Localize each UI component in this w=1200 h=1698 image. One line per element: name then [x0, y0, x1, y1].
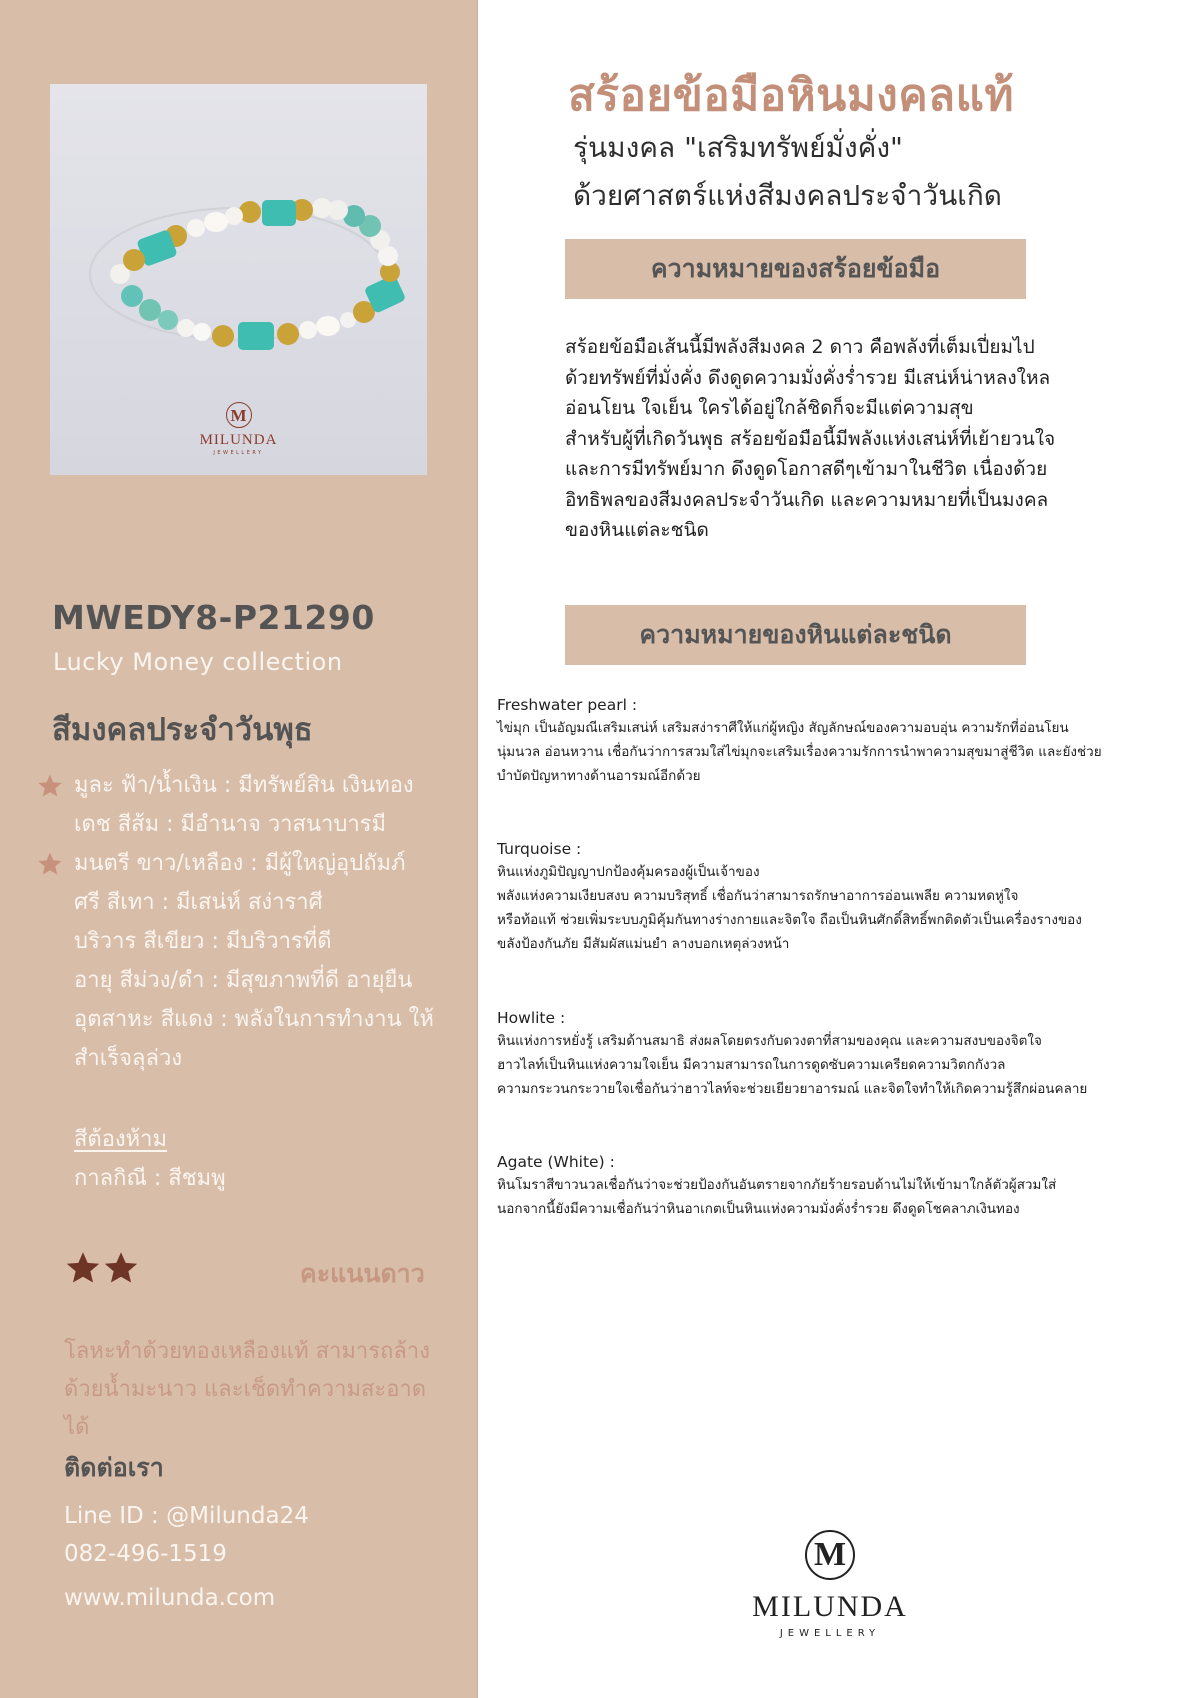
stone-desc-line: หินแห่งภูมิปัญญาปกป้องคุ้มครองผู้เป็นเจ้าของ [497, 864, 760, 880]
color-item-text: ศรี สีเทา : มีเสน่ห์ สง่าราศี [74, 890, 323, 915]
care-line: โลหะทำด้วยทองเหลืองแท้ สามารถล้าง [64, 1339, 430, 1364]
website-link[interactable]: www.milunda.com [64, 1585, 276, 1611]
subtitle-line-2: ด้วยศาสตร์แห่งสีมงคลประจำวันเกิด [573, 179, 1002, 212]
color-item-text: มนตรี ขาว/เหลือง : มีผู้ใหญ่อุปถัมภ์ [74, 851, 406, 876]
section-header-bracelet-meaning [565, 239, 1026, 299]
collection-name: Lucky Money collection [53, 648, 343, 676]
photo-logo-brand: MILUNDA [199, 432, 278, 448]
description-line: ของหินแต่ละชนิด [565, 519, 709, 541]
color-item-text: อายุ สีม่วง/ดำ : มีสุขภาพที่ดี อายุยืน [74, 968, 413, 993]
care-line: ด้วยน้ำมะนาว และเช็ดทำความสะอาดได้ [64, 1377, 427, 1440]
color-item-text: บริวาร สีเขียว : มีบริวารที่ดี [74, 929, 332, 954]
star-icon [36, 773, 64, 799]
rating-label: คะแนนดาว [300, 1259, 425, 1288]
lucky-color-list [0, 766, 478, 1078]
description-line: สร้อยข้อมือเส้นนี้มีพลังสีมงคล 2 ดาว คือพลังที่เต็มเปี่ยมไป [565, 336, 1035, 358]
stone-entry-howlite [497, 1007, 1177, 1101]
line-id[interactable]: Line ID : @Milunda24 [64, 1503, 309, 1529]
forbidden-color-value: กาลกิณี : สีชมพู [74, 1166, 226, 1191]
milunda-logo-icon: M [226, 402, 252, 428]
bracelet-description [565, 332, 1065, 546]
star-icon [36, 851, 64, 877]
section-header-label: ความหมายของหินแต่ละชนิด [639, 620, 952, 649]
stone-entry-freshwater-pearl [497, 694, 1177, 788]
description-line: อ่อนโยน ใจเย็น ใครได้อยู่ใกล้ชิดก็จะมีแต่ความสุข [565, 397, 974, 419]
description-line: ด้วยทรัพย์ที่มั่งคั่ง ดึงดูดความมั่งคั่งร่ำรวย มีเสน่ห์น่าหลงใหล [565, 366, 1051, 389]
photo-watermark-logo [50, 402, 427, 456]
page-title: สร้อยข้อมือหินมงคลแท้ [568, 70, 1014, 121]
brand-subtitle: JEWELLERY [779, 1628, 881, 1639]
brand-logo [750, 1530, 910, 1639]
stone-desc-line: ไข่มุก เป็นอัญมณีเสริมเสน่ห์ เสริมสง่าราศีให้แก่ผู้หญิง สัญลักษณ์ของความอบอุ่น ความรักที่อ่อนโยน [497, 720, 1069, 736]
color-item [0, 961, 478, 1000]
stone-desc-line: หินโมราสีขาวนวลเชื่อกันว่าจะช่วยป้องกันอันตรายจากภัยร้ายรอบด้านไม่ให้เข้ามาใกล้ตัวผู้สวมใส่ [497, 1177, 1057, 1193]
stone-desc-line: หรือท้อแท้ ช่วยเพิ่มระบบภูมิคุ้มกันทางร่างกายและจิตใจ ถือเป็นหินศักดิ์สิทธิ์พกติดตัวเป็นเครื่องรางของ [497, 912, 1082, 928]
day-color-title: สีมงคลประจำวันพุธ [52, 712, 313, 748]
stone-name: Turquoise : [497, 840, 582, 858]
product-photo [50, 84, 427, 475]
stone-name: Freshwater pearl : [497, 696, 638, 714]
section-header-stone-meaning [565, 605, 1026, 665]
stone-desc-line: หินแห่งการหยั่งรู้ เสริมด้านสมาธิ ส่งผลโดยตรงกับดวงตาที่สามของคุณ และความสงบของจิตใจ [497, 1033, 1042, 1049]
product-sidebar [0, 0, 478, 1698]
stone-desc-line: นุ่มนวล อ่อนหวาน เชื่อกันว่าการสวมใส่ไข่มุกจะเสริมเรื่องความรักการนำพาความสุขมาสู่ชีวิต และยังช่วย [497, 744, 1102, 760]
color-item [0, 844, 478, 883]
color-item [0, 766, 478, 805]
photo-logo-sub: JEWELLERY [213, 450, 264, 456]
stone-entry-agate-white [497, 1151, 1177, 1221]
subtitle-line-1: รุ่นมงคล "เสริมทรัพย์มั่งคั่ง" [573, 131, 903, 164]
stone-desc-line: บำบัดปัญหาทางด้านอารมณ์อีกด้วย [497, 768, 701, 784]
section-header-label: ความหมายของสร้อยข้อมือ [650, 254, 941, 283]
color-item-text: อุตสาหะ สีแดง : พลังในการทำงาน ให้สำเร็จลุล่วง [74, 1007, 434, 1071]
stone-name: Agate (White) : [497, 1153, 615, 1171]
color-item [0, 1000, 478, 1078]
contact-title: ติดต่อเรา [64, 1453, 164, 1482]
stone-entry-turquoise [497, 838, 1177, 956]
care-instructions [64, 1333, 444, 1447]
description-line: และการมีทรัพย์มาก ดึงดูดโอกาสดีๆเข้ามาในชีวิต เนื่องด้วย [565, 458, 1048, 480]
color-item [0, 805, 478, 844]
star-rating [64, 1250, 140, 1286]
color-item-text: มูละ ฟ้า/น้ำเงิน : มีทรัพย์สิน เงินทอง [74, 773, 414, 798]
milunda-logo-icon: M [805, 1530, 855, 1580]
product-sku: MWEDY8-P21290 [52, 598, 375, 637]
description-line: สำหรับผู้ที่เกิดวันพุธ สร้อยข้อมือนี้มีพลังแห่งเสน่ห์ที่เย้ายวนใจ [565, 427, 1056, 450]
stone-desc-line: ขลังป้องกันภัย มีสัมผัสแม่นยำ ลางบอกเหตุล่วงหน้า [497, 936, 790, 952]
color-item [0, 922, 478, 961]
color-item-text: เดช สีส้ม : มีอำนาจ วาสนาบารมี [74, 812, 386, 837]
stone-desc-line: ความกระวนกระวายใจเชื่อกันว่าฮาวไลท์จะช่วยเยียวยาอารมณ์ และจิตใจทำให้เกิดความรู้สึกผ่อนคลาย [497, 1081, 1088, 1097]
stone-desc-line: ฮาวไลท์เป็นหินแห่งความใจเย็น มีความสามารถในการดูดซับความเครียดความวิตกกังวล [497, 1057, 1006, 1073]
brand-name: MILUNDA [752, 1590, 908, 1623]
phone-number[interactable]: 082-496-1519 [64, 1541, 227, 1567]
stone-desc-line: พลังแห่งความเงียบสงบ ความบริสุทธิ์ เชื่อกันว่าสามารถรักษาอาการอ่อนเพลีย ความหดหู่ใจ [497, 888, 1019, 904]
stone-name: Howlite : [497, 1009, 566, 1027]
rating-star-icon [64, 1250, 102, 1286]
color-item [0, 883, 478, 922]
description-line: อิทธิพลของสีมงคลประจำวันเกิด และความหมายที่เป็นมงคล [565, 488, 1049, 511]
stone-desc-line: นอกจากนี้ยังมีความเชื่อกันว่าหินอาเกตเป็นหินแห่งความมั่งคั่งร่ำรวย ดึงดูดโชคลาภเงินทอง [497, 1201, 1020, 1217]
forbidden-color-label: สีต้องห้าม [74, 1127, 168, 1152]
rating-star-icon [102, 1250, 140, 1286]
